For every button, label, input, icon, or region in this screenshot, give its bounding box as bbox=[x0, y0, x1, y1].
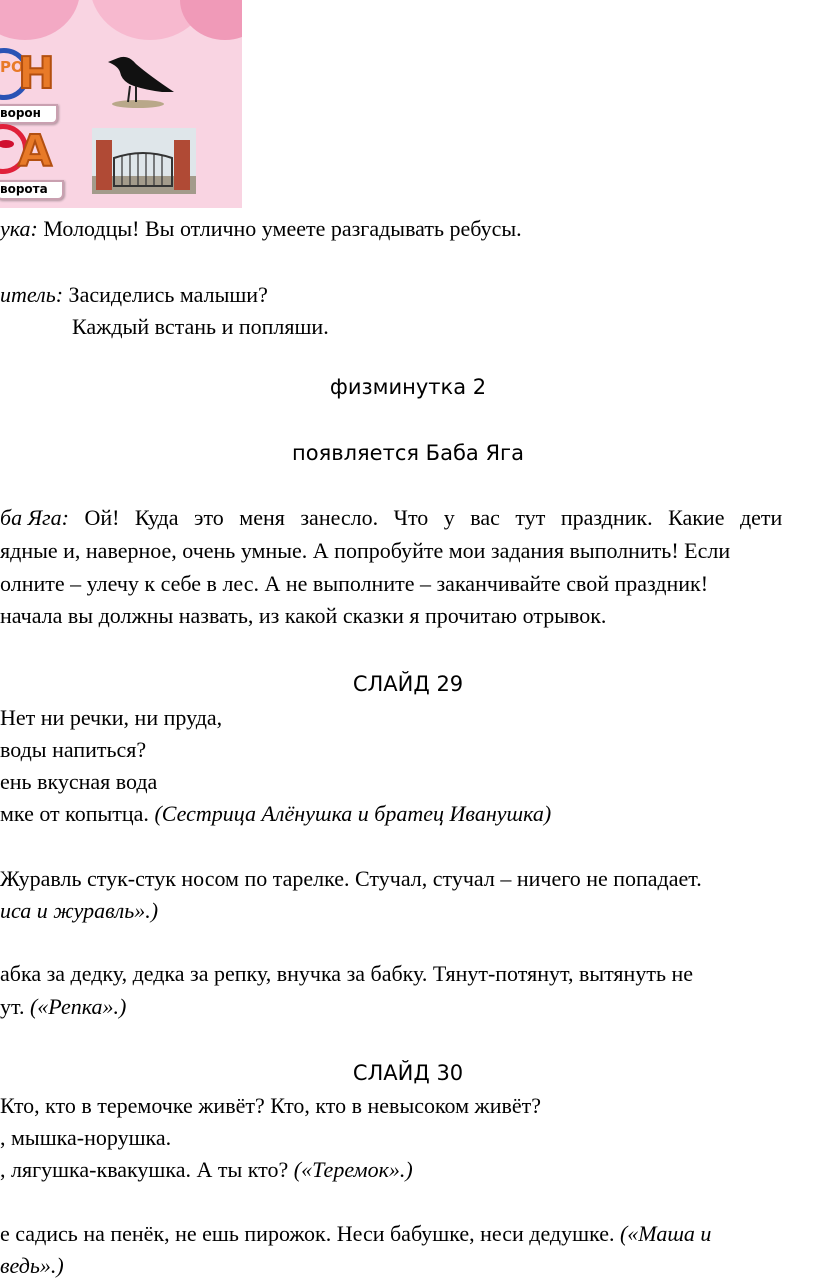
riddle-4-line-3 bbox=[0, 1157, 413, 1183]
crow-body bbox=[108, 57, 174, 92]
letter-a: А bbox=[18, 126, 53, 177]
riddle-4-line-1: Кто, кто в теремочке живёт? Кто, кто в невысоком живёт? bbox=[0, 1093, 542, 1118]
heading-fizminutka: физминутка 2 bbox=[329, 375, 487, 399]
crow-picture bbox=[102, 48, 184, 110]
line-text: Молодцы! Вы отлично умеете разгадывать ребусы. bbox=[37, 216, 522, 241]
syllable-ro: РО bbox=[0, 58, 24, 76]
line-text: ут. bbox=[0, 994, 30, 1019]
heading-baba-yaga-appears: появляется Баба Яга bbox=[292, 441, 524, 465]
word-label-vorota bbox=[0, 180, 64, 200]
riddle-5-line-2 bbox=[0, 1253, 64, 1279]
letter-n: Н bbox=[18, 48, 55, 99]
heading-slide-30: СЛАЙД 30 bbox=[352, 1061, 464, 1085]
riddle-1-line-1: Нет ни речки, ни пруда, bbox=[0, 705, 223, 730]
baba-yaga-line-4: начала вы должны назвать, из какой сказки я прочитаю отрывок. bbox=[0, 603, 607, 628]
riddle-1-line-3: ень вкусная вода bbox=[0, 769, 158, 794]
teacher-line bbox=[0, 282, 268, 308]
riddle-4-line-2: , мышка-норушка. bbox=[0, 1125, 172, 1150]
riddle-3-line-1: абка за дедку, дедка за репку, внучка за бабку. Тянут-потянут, вытянуть не bbox=[0, 961, 694, 986]
riddle-5-line-1 bbox=[0, 1221, 711, 1247]
praise-line bbox=[0, 216, 522, 242]
riddle-2-line-1: Журавль стук-стук носом по тарелке. Стучал, стучал – ничего не попадает. bbox=[0, 866, 702, 891]
baba-yaga-line-3: олните – улечу к себе в лес. А не выполните – заканчивайте свой праздник! bbox=[0, 571, 709, 596]
riddle-1-line-2: воды напиться? bbox=[0, 737, 147, 762]
crow-leg bbox=[128, 86, 130, 102]
riddle-3-line-2 bbox=[0, 994, 126, 1020]
line-text: е садись на пенёк, не ешь пирожок. Неси бабушке, неси дедушке. bbox=[0, 1221, 620, 1246]
riddle-answer: («Маша и bbox=[619, 1221, 712, 1246]
brick-pillar bbox=[174, 140, 190, 190]
line-text: Засиделись малыши? bbox=[63, 282, 268, 307]
line-text: мке от копытца. bbox=[0, 801, 155, 826]
brick-pillar bbox=[96, 140, 112, 190]
teacher-line-2: Каждый встань и попляши. bbox=[72, 314, 329, 339]
word-label-voron bbox=[0, 104, 58, 124]
decor-circle bbox=[180, 0, 242, 40]
line-text: Ой! Куда это меня занесло. Что у вас тут праздник. Какие дети bbox=[68, 505, 783, 530]
riddle-2-line-2 bbox=[0, 898, 158, 924]
riddle-answer: ведь».) bbox=[0, 1253, 64, 1278]
gate-picture bbox=[92, 128, 196, 194]
speaker-label: ба Яга: bbox=[0, 505, 69, 530]
riddle-answer: («Теремок».) bbox=[293, 1157, 413, 1182]
riddle-1-line-4 bbox=[0, 801, 551, 827]
speaker-label: итель: bbox=[0, 282, 64, 307]
baba-yaga-line-2: ядные и, наверное, очень умные. А попробуйте мои задания выполнить! Если bbox=[0, 538, 731, 563]
perch bbox=[112, 100, 164, 108]
heading-slide-29: СЛАЙД 29 bbox=[352, 672, 464, 696]
riddle-answer: («Репка».) bbox=[29, 994, 127, 1019]
word-vorota: ворота bbox=[0, 182, 48, 196]
line-text: , лягушка-квакушка. А ты кто? bbox=[0, 1157, 294, 1182]
riddle-answer: (Сестрица Алёнушка и братец Иванушка) bbox=[154, 801, 552, 826]
riddle-answer: иса и журавль».) bbox=[0, 898, 159, 923]
baba-yaga-line-1 bbox=[0, 505, 816, 531]
speaker-label: ука: bbox=[0, 216, 38, 241]
word-voron: ворон bbox=[0, 106, 41, 120]
decor-circle bbox=[0, 0, 80, 40]
rebus-slide-image bbox=[0, 0, 242, 208]
